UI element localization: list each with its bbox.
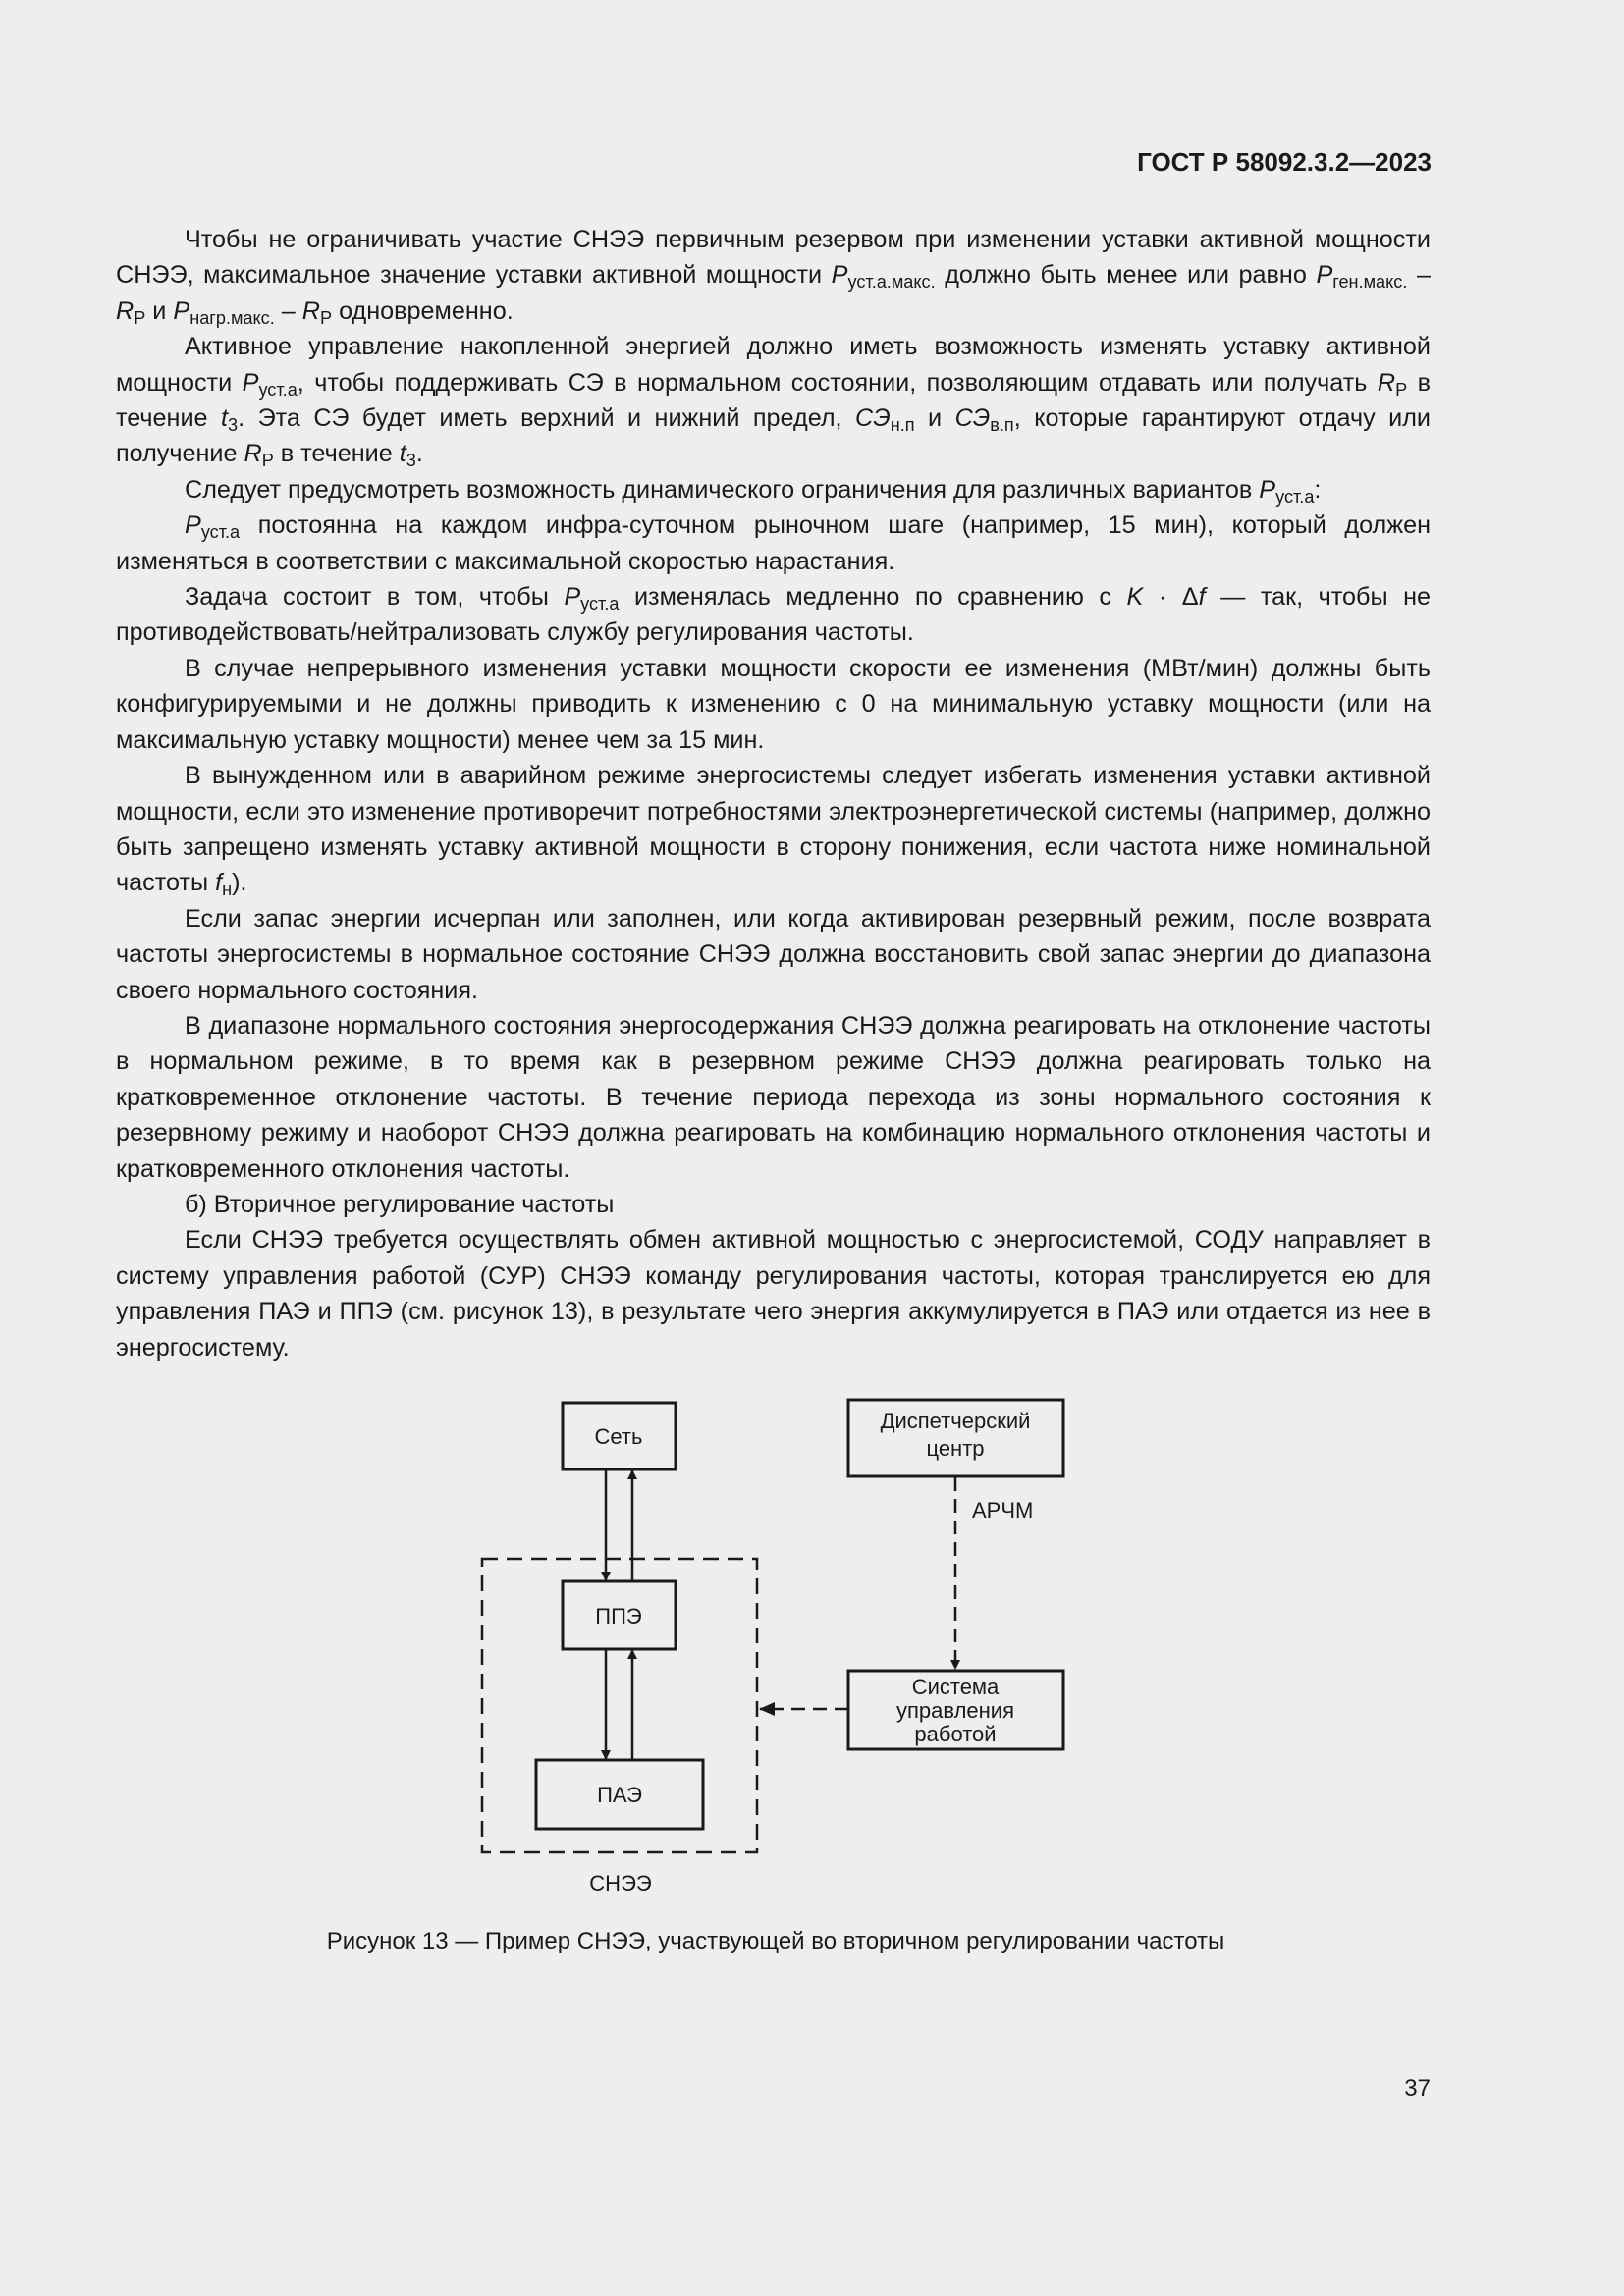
paragraph-9: В диапазоне нормального состояния энергосодержания СНЭЭ должна реагировать на отклонение частоты в нормальном режиме, в то время как в резервном режиме СНЭЭ должна реагировать только на кратковременное отклонение частоты. В течение периода перехода из зоны нормального состояния к резервному режиму и наоборот СНЭЭ должна реагировать на комбинацию нормального отклонения частоты и кратковременного отклонения частоты. xyxy=(116,1011,1431,1183)
paragraph-6: В случае непрерывного изменения уставки мощности скорости ее изменения (МВт/мин) должны быть конфигурируемыми и не должны приводить к изменению с 0 на минимальную уставку мощности (или на максимальную уставку мощности) менее чем за 15 мин. xyxy=(116,654,1431,754)
control-system-label-line3: работой xyxy=(914,1722,997,1746)
body-text xyxy=(116,222,1431,1365)
snee-label: СНЭЭ xyxy=(589,1871,652,1896)
dispatch-label-line1: Диспетчерский xyxy=(880,1409,1031,1433)
paragraph-7: В вынужденном или в аварийном режиме энергосистемы следует избегать изменения уставки активной мощности, если это изменение противоречит потребностями электроэнергетической системы (например, должно быть запрещено изменять уставку активной мощности в сторону понижения, если частота ниже номинальной частоты $f_н$). xyxy=(116,762,1431,900)
ppe-box xyxy=(563,1581,676,1649)
grid-box xyxy=(563,1403,676,1469)
figure-caption: Рисунок 13 — Пример СНЭЭ, участвующей во вторичном регулировании частоты xyxy=(326,1928,1225,1954)
paragraph-10: б) Вторичное регулирование частоты xyxy=(185,1190,615,1218)
document-header: ГОСТ Р 58092.3.2—2023 xyxy=(1137,147,1432,177)
paragraph-11: Если СНЭЭ требуется осуществлять обмен активной мощностью с энергосистемой, СОДУ направляет в систему управления работой (СУР) СНЭЭ команду регулирования частоты, которая транслируется ею для управления ПАЭ и ППЭ (см. рисунок 13), в результате чего энергия аккумулируется в ПАЭ или отдается из нее в энергосистему. xyxy=(116,1226,1431,1362)
control-system-box xyxy=(848,1671,1063,1749)
pae-label: ПАЭ xyxy=(597,1783,642,1807)
snee-boundary xyxy=(482,1559,757,1852)
ppe-label: ППЭ xyxy=(595,1604,642,1629)
control-system-label-line2: управления xyxy=(896,1698,1014,1723)
archm-label: АРЧМ xyxy=(972,1498,1034,1522)
paragraph-8: Если запас энергии исчерпан или заполнен, или когда активирован резервный режим, после возврата частоты энергосистемы в нормальное состояние СНЭЭ должна восстановить свой запас энергии до диапазона своего нормального состояния. xyxy=(116,904,1431,1004)
paragraph-1: Чтобы не ограничивать участие СНЭЭ первичным резервом при изменении уставки активной мощности СНЭЭ, максимальное значение уставки активной мощности $P_{уст.а.макс.}$ должно быть менее или равно $P_{ген.макс.} - R_P$ и $P_{нагр.макс.} - R_P$ одновременно. xyxy=(116,226,1431,328)
dispatch-label-line2: центр xyxy=(926,1436,985,1461)
paragraph-2: Активное управление накопленной энергией должно иметь возможность изменять уставку активной мощности $P_{уст.а}$, чтобы поддерживать СЭ в нормальном состоянии, позволяющим отдавать или получать $R_P$ в течение $t_3$. Эта СЭ будет иметь верхний и нижний предел, $СЭ_{н.п}$ и $СЭ_{в.п}$, которые гарантируют отдачу или получение $R_P$ в течение $t_3$. xyxy=(116,333,1431,471)
control-system-label-line1: Система xyxy=(911,1675,1000,1699)
diagram-svg xyxy=(0,1374,1624,1924)
paragraph-5: Задача состоит в том, чтобы $P_{уст.а}$ изменялась медленно по сравнению с K · Δf — так, чтобы не противодействовать/нейтрализовать службу регулирования частоты. xyxy=(116,583,1431,647)
figure-13-diagram xyxy=(0,1374,1624,1924)
pae-box xyxy=(536,1760,703,1829)
grid-label: Сеть xyxy=(594,1424,643,1449)
paragraph-4: $P_{уст.а}$ постоянна на каждом инфра-суточном рыночном шаге (например, 15 мин), который должен изменяться в соответствии с максимальной скоростью нарастания. xyxy=(116,511,1431,575)
paragraph-3: Следует предусмотреть возможность динамического ограничения для различных вариантов $P_{уст.а}$: xyxy=(185,475,1322,507)
dispatch-center-box xyxy=(848,1400,1063,1476)
page-number: 37 xyxy=(1404,2075,1431,2102)
